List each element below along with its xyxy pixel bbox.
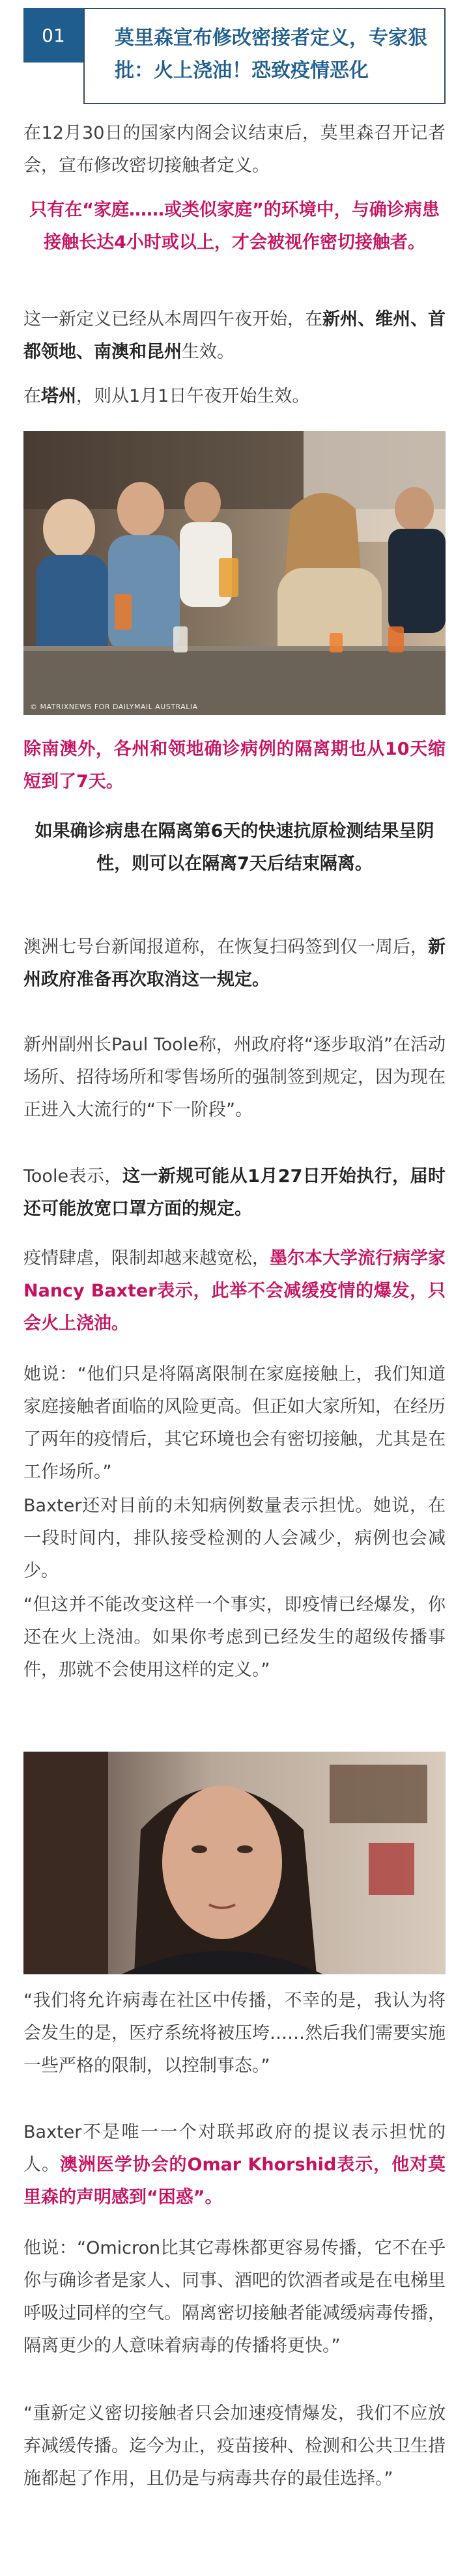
paragraph-10: Baxter还对目前的未知病例数量表示担忧。她说，在一段时间内，排队接受检测的人会减少，病例也会减少。 <box>23 1496 446 1581</box>
highlight-quote-rat: 如果确诊病患在隔离第6天的快速抗原检测结果呈阴性，则可以在隔离7天后结束隔离。 <box>35 821 434 874</box>
paragraph-7-bold: 这一新规可能从1月27日开始执行，届时还可能放宽口罩方面的规定。 <box>23 1166 446 1219</box>
paragraph-5-text-a: 澳洲七号台新闻报道称，在恢复扫码签到仅一周后， <box>23 937 428 957</box>
paragraph-1: 在12月30日的国家内阁会议结束后，莫里森召开记者会，宣布修改密切接触者定义。 <box>23 123 446 176</box>
section-header <box>23 8 446 104</box>
paragraph-4-isolation: 除南澳外，各州和领地确诊病例的隔离期也从10天缩短到了7天。 <box>23 739 446 792</box>
paragraph-5-bold: 新州政府准备再次取消这一规定。 <box>23 937 446 990</box>
paragraph-6: 新州副州长Paul Toole称，州政府将“逐步取消”在活动场所、招待场所和零售场所的强制签到规定，因为现在正进入大流行的“下一阶段”。 <box>23 1035 446 1120</box>
paragraph-11-quote: “但这并不能改变这样一个事实，即疫情已经爆发，你还在火上浇油。如果你考虑到已经发生的超级传播事件，那就不会使用这样的定义。” <box>23 1595 446 1680</box>
section-title: 莫里森宣布修改密接者定义，专家狠批：火上浇油！恐致疫情恶化 <box>115 27 427 82</box>
paragraph-13-red: 澳洲医学协会的Omar Khorshid表示，他对莫里森的声明感到“困惑”。 <box>23 2155 446 2207</box>
photo-outdoor-dining-image <box>23 431 446 715</box>
paragraph-13-text-a: Baxter不是唯一一个对联邦政府的提议表示担忧的人。 <box>23 2122 446 2175</box>
paragraph-7 <box>23 1160 446 1225</box>
photo-credit: © MATRIXNEWS FOR DAILYMAIL AUSTRALIA <box>30 703 198 711</box>
paragraph-3 <box>23 380 446 413</box>
paragraph-2 <box>23 303 446 369</box>
paragraph-15-quote: “重新定义密切接触者只会加速疫情爆发，我们不应放弃减缓传播。迄今为止，疫苗接种、检测和公共卫生措施都起了作用，且仍是与病毒共存的最佳选择。” <box>23 2403 446 2489</box>
paragraph-8 <box>23 1242 446 1340</box>
paragraph-14-quote: 他说：“Omicron比其它毒株都更容易传播，它不在乎你与确诊者是家人、同事、酒吧的饮酒者或是在电梯里呼吸过同样的空气。隔离密切接触者能减缓病毒传播，隔离更少的人意味着病毒的传播将更快。” <box>23 2238 446 2356</box>
highlight-quote-close-contact: 只有在“家庭……或类似家庭”的环境中，与确诊病患接触长达4小时或以上，才会被视作密切接触者。 <box>29 200 440 253</box>
photo-nancy-baxter-image <box>23 1752 446 1974</box>
paragraph-8-text-a: 疫情肆虐，限制却越来越宽松， <box>23 1248 270 1268</box>
section-number-badge: 01 <box>23 8 83 63</box>
paragraph-13 <box>23 2116 446 2214</box>
paragraph-3-tasmania: 塔州 <box>41 386 76 406</box>
photo-outdoor-dining <box>23 431 446 715</box>
section-title-box <box>83 8 446 104</box>
paragraph-12-quote: “我们将允许病毒在社区中传播，不幸的是，我认为将会发生的是，医疗系统将被压垮……然后我们需要实施一些严格的限制，以控制事态。” <box>23 1991 446 2076</box>
paragraph-3-text-a: 在 <box>23 386 41 406</box>
paragraph-5 <box>23 931 446 996</box>
paragraph-8-red: 墨尔本大学流行病学家Nancy Baxter表示，此举不会减缓疫情的爆发，只会火上浇油。 <box>23 1248 446 1334</box>
paragraph-2-regions: 新州、维州、首都领地、南澳和昆州 <box>23 309 446 362</box>
paragraph-2-text-c: 生效。 <box>182 342 234 362</box>
paragraph-9-quote: 她说：“他们只是将隔离限制在家庭接触上，我们知道家庭接触者面临的风险更高。但正如大家所知，在经历了两年的疫情后，其它环境也会有密切接触，尤其是在工作场所。” <box>23 1364 446 1482</box>
paragraph-3-text-c: ，则从1月1日午夜开始生效。 <box>76 386 310 406</box>
paragraph-7-text-a: Toole表示， <box>23 1166 122 1186</box>
photo-nancy-baxter <box>23 1752 446 1974</box>
paragraph-2-text-a: 这一新定义已经从本周四午夜开始，在 <box>23 309 322 329</box>
